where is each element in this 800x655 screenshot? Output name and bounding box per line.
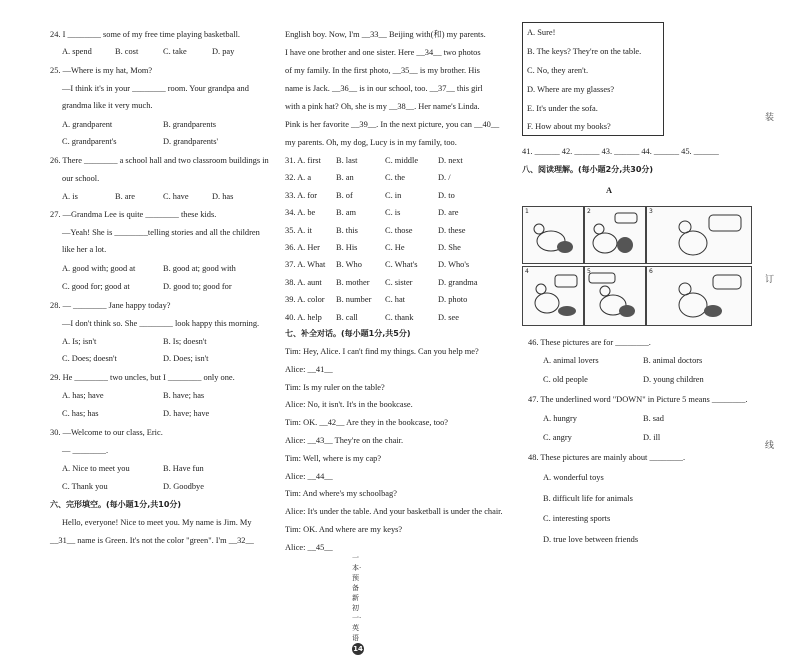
choice-34-0: 34. A. be <box>285 208 316 218</box>
q29-opt-c: C. has; has <box>62 409 99 418</box>
q24-opt-d: D. pay <box>212 47 235 56</box>
choice-38-3: D. grandma <box>438 277 478 287</box>
comic-panel-6 <box>646 266 752 326</box>
choice-35-3: D. these <box>438 225 466 235</box>
cloze-para-line-2: __31__ name is Green. It's not the color "green". I'm __32__ <box>50 536 254 545</box>
dialog-line: Tim: And where's my schoolbag? <box>285 489 397 499</box>
q24-opt-b: B. cost <box>115 47 139 56</box>
q48-stem: 48. These pictures are mainly about ________. <box>528 453 686 462</box>
panel-3-number: 3 <box>649 208 653 215</box>
binding-mark-3: 线 <box>765 440 775 450</box>
dialog-line: Alice: It's under the table. And your basketball is under the chair. <box>285 507 503 517</box>
q27-opt-a: A. good with; good at <box>62 264 136 273</box>
choice-37-2: C. What's <box>385 260 418 270</box>
q26-opt-b: B. are <box>115 192 135 201</box>
q28-opt-d: D. Does; isn't <box>163 354 209 363</box>
choice-40-3: D. see <box>438 312 459 322</box>
choice-32-1: B. an <box>336 173 354 183</box>
q27-stem-3: like her a lot. <box>62 245 107 254</box>
answer-blanks: 41. ______ 42. ______ 43. ______ 44. ______ 45. ______ <box>522 147 719 156</box>
q26-opt-a: A. is <box>62 192 78 201</box>
cloze-line-7: my parents. Oh, my dog, Lucy is in my family, too. <box>285 138 457 147</box>
dialog-line: Tim: OK. And where are my keys? <box>285 525 403 534</box>
panel-2-drawing <box>585 207 645 263</box>
cloze-line-1: English boy. Now, I'm __33__ Beijing with(和) my parents. <box>285 30 486 39</box>
choice-38-2: C. sister <box>385 277 413 287</box>
choice-34-3: D. are <box>438 208 459 218</box>
q24-stem: 24. I ________ some of my free time playing basketball. <box>50 30 241 39</box>
choice-31-3: D. next <box>438 156 463 165</box>
q46-opt-d: D. young children <box>643 375 704 384</box>
dialog-line: Alice: __43__ They're on the chair. <box>285 436 404 445</box>
q25-opt-b: B. grandparents <box>163 120 217 129</box>
dialog-line: Alice: __41__ <box>285 364 333 374</box>
q28-stem-1: 28. — ________ Jane happy today? <box>50 301 171 310</box>
q47-stem: 47. The underlined word "DOWN" in Picture 5 means ________. <box>528 395 748 404</box>
panel-6-drawing <box>647 267 751 325</box>
panel-6-number: 6 <box>649 268 653 275</box>
choice-35-0: 35. A. it <box>285 225 312 235</box>
comic-panel-5 <box>584 266 646 326</box>
q24-opt-c: C. take <box>163 47 187 56</box>
box-opt-f: F. How about my books? <box>527 122 611 131</box>
choice-40-1: B. call <box>336 312 358 322</box>
panel-1-drawing <box>523 207 583 263</box>
choice-32-3: D. / <box>438 173 451 183</box>
panel-2-number: 2 <box>587 208 591 215</box>
q28-stem-2: —I don't think so. She ________ look happy this morning. <box>62 319 260 328</box>
q47-opt-c: C. angry <box>543 433 572 442</box>
page-number-badge: 14 <box>353 645 363 653</box>
cloze-line-6: Pink is her favorite __39__. In the next picture, you can __40__ <box>285 120 500 129</box>
choice-36-3: D. She <box>438 243 461 252</box>
cloze-line-4: name is Jack. __36__ is in our school, too. __37__ this girl <box>285 84 483 93</box>
q25-stem-3: grandma like it very much. <box>62 101 153 110</box>
choice-31-1: B. last <box>336 156 358 165</box>
choice-31-0: 31. A. first <box>285 156 321 165</box>
q46-opt-c: C. old people <box>543 375 588 384</box>
choice-36-1: B. His <box>336 243 358 252</box>
dialog-options-box <box>522 22 664 136</box>
q30-opt-a: A. Nice to meet you <box>62 464 130 473</box>
q25-opt-c: C. grandparent's <box>62 137 117 146</box>
choice-37-0: 37. A. What <box>285 260 326 270</box>
panel-5-drawing <box>585 267 645 325</box>
choice-34-1: B. am <box>336 208 357 218</box>
box-opt-b: B. The keys? They're on the table. <box>527 47 642 56</box>
panel-4-drawing <box>523 267 583 325</box>
box-opt-c: C. No, they aren't. <box>527 66 589 75</box>
comic-panel-4 <box>522 266 584 326</box>
q28-opt-b: B. Is; doesn't <box>163 337 207 346</box>
section-6-heading: 六、完形填空。(每小题1分,共10分) <box>50 500 182 509</box>
choice-39-2: C. hat <box>385 295 406 305</box>
cloze-para-line-1: Hello, everyone! Nice to meet you. My name is Jim. My <box>62 518 252 527</box>
q27-opt-c: C. good for; good at <box>62 282 130 291</box>
q28-opt-c: C. Does; doesn't <box>62 354 117 363</box>
section-7-heading: 七、补全对话。(每小题1分,共5分) <box>285 329 411 338</box>
q25-stem-2: —I think it's in your ________ room. Your grandpa and <box>62 84 249 93</box>
dialog-line: Tim: OK. __42__ Are they in the bookcase, too? <box>285 418 448 428</box>
binding-mark-2: 订 <box>765 274 775 284</box>
comic-panel-1 <box>522 206 584 264</box>
q26-opt-d: D. has <box>212 192 234 201</box>
q29-stem: 29. He ________ two uncles, but I ________ only one. <box>50 373 235 382</box>
q26-stem-2: our school. <box>62 174 100 183</box>
cloze-line-2: I have one brother and one sister. Here __34__ two photos <box>285 48 481 57</box>
q30-stem-1: 30. —Welcome to our class, Eric. <box>50 428 163 437</box>
choice-39-1: B. number <box>336 295 372 305</box>
q46-stem: 46. These pictures are for ________. <box>528 338 651 347</box>
dialog-line: Alice: __45__ <box>285 542 333 552</box>
cloze-line-3: of my family. In the first photo, __35__ is my brother. His <box>285 66 480 75</box>
panel-3-drawing <box>647 207 751 263</box>
choice-35-2: C. those <box>385 225 413 235</box>
dialog-line: Alice: No, it isn't. It's in the bookcase. <box>285 400 413 410</box>
q27-stem-2: —Yeah! She is ________telling stories and all the children <box>62 228 260 237</box>
choice-32-0: 32. A. a <box>285 173 312 183</box>
q29-opt-b: B. have; has <box>163 391 205 400</box>
box-opt-a: A. Sure! <box>527 28 556 37</box>
cloze-line-5: with a pink hat? Oh, she is my __38__. Her name's Linda. <box>285 102 480 111</box>
choice-37-3: D. Who's <box>438 260 470 270</box>
choice-40-0: 40. A. help <box>285 312 322 322</box>
q29-opt-a: A. has; have <box>62 391 104 400</box>
dialog-line: Tim: Hey, Alice. I can't find my things. Can you help me? <box>285 347 479 356</box>
panel-1-number: 1 <box>525 208 529 215</box>
choice-33-0: 33. A. for <box>285 190 318 200</box>
choice-36-2: C. He <box>385 243 405 252</box>
q30-opt-d: D. Goodbye <box>163 482 204 491</box>
choice-38-0: 38. A. aunt <box>285 277 322 287</box>
choice-39-3: D. photo <box>438 295 468 305</box>
q48-opt-b: B. difficult life for animals <box>543 494 633 503</box>
box-opt-d: D. Where are my glasses? <box>527 85 615 94</box>
section-8-heading: 八、阅读理解。(每小题2分,共30分) <box>522 165 654 174</box>
choice-40-2: C. thank <box>385 312 414 322</box>
choice-34-2: C. is <box>385 208 401 218</box>
q25-opt-d: D. grandparents' <box>163 137 218 146</box>
binding-mark-1: 装 <box>765 112 775 122</box>
dialog-line: Alice: __44__ <box>285 471 333 481</box>
q48-opt-c: C. interesting sports <box>543 514 611 523</box>
q48-opt-a: A. wonderful toys <box>543 473 604 482</box>
passage-label: A <box>606 186 613 195</box>
choice-38-1: B. mother <box>336 277 370 287</box>
panel-5-number: 5 <box>587 268 591 275</box>
q47-opt-a: A. hungry <box>543 414 577 423</box>
q46-opt-a: A. animal lovers <box>543 356 599 365</box>
box-opt-e: E. It's under the sofa. <box>527 104 598 113</box>
q27-stem-1: 27. —Grandma Lee is quite ________ these kids. <box>50 210 217 219</box>
q24-opt-a: A. spend <box>62 47 92 56</box>
q25-stem-1: 25. —Where is my hat, Mom? <box>50 66 153 75</box>
choice-32-2: C. the <box>385 173 406 183</box>
choice-37-1: B. Who <box>336 260 362 270</box>
choice-33-1: B. of <box>336 190 353 200</box>
q47-opt-d: D. ill <box>643 433 661 442</box>
panel-4-number: 4 <box>525 268 529 275</box>
comic-panel-3 <box>646 206 752 264</box>
q30-stem-2: — ________. <box>62 446 109 455</box>
q26-opt-c: C. have <box>163 192 189 201</box>
choice-39-0: 39. A. color <box>285 295 325 305</box>
q30-opt-c: C. Thank you <box>62 482 108 491</box>
dialog-line: Tim: Well, where is my cap? <box>285 453 382 463</box>
q27-opt-d: D. good to; good for <box>163 282 232 291</box>
choice-31-2: C. middle <box>385 156 419 165</box>
choice-36-0: 36. A. Her <box>285 243 320 252</box>
comic-panel-2 <box>584 206 646 264</box>
q27-opt-b: B. good at; good with <box>163 264 236 273</box>
choice-33-2: C. in <box>385 190 402 200</box>
q48-opt-d: D. true love between friends <box>543 535 639 544</box>
q28-opt-a: A. Is; isn't <box>62 337 97 346</box>
q29-opt-d: D. have; have <box>163 409 210 418</box>
dialog-line: Tim: Is my ruler on the table? <box>285 382 385 392</box>
q30-opt-b: B. Have fun <box>163 464 204 473</box>
q25-opt-a: A. grandparent <box>62 120 113 129</box>
q46-opt-b: B. animal doctors <box>643 356 703 365</box>
choice-33-3: D. to <box>438 190 455 200</box>
footer-text: 一本·预备新初一·英语 <box>352 554 362 642</box>
page-footer <box>352 553 364 655</box>
q26-stem-1: 26. There ________ a school hall and two classroom buildings in <box>50 156 269 165</box>
choice-35-1: B. this <box>336 225 358 235</box>
q47-opt-b: B. sad <box>643 414 664 423</box>
